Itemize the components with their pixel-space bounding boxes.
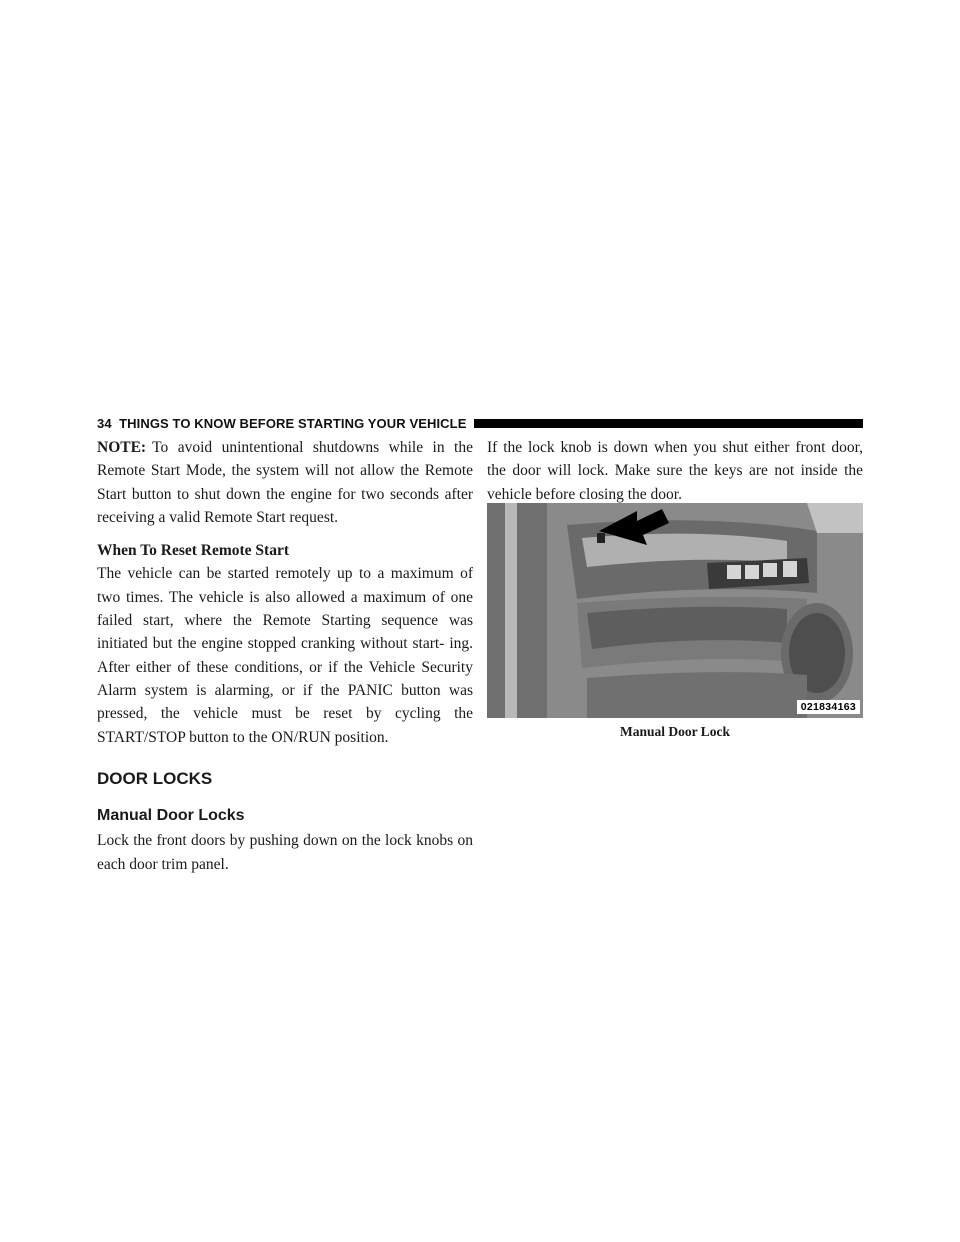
reset-paragraph: The vehicle can be started remotely up to a maximum of two times. The vehicle is also allowed a maximum of one failed start, where the Remote Starting sequence was initiated but the engine stopped cranking without start- ing. After either of these conditions, or if the Vehicle Security Alarm system is alarming, or if the PANIC button was pressed, the vehicle must be reset by cycling the START/STOP button to the ON/RUN position. [97, 565, 473, 746]
note-label: NOTE: [97, 439, 147, 456]
door-panel-illustration [487, 503, 863, 718]
header-title: THINGS TO KNOW BEFORE STARTING YOUR VEHICLE [119, 416, 467, 431]
figure-code: 021834163 [797, 700, 860, 714]
right-column [487, 436, 863, 506]
header-text [97, 416, 474, 431]
note-paragraph [97, 436, 473, 529]
subsection-heading: Manual Door Locks [97, 807, 245, 825]
reset-heading: When To Reset Remote Start [97, 542, 290, 560]
lock-knob [597, 533, 605, 543]
running-header [97, 418, 863, 429]
page-number: 34 [97, 416, 112, 431]
door-lock-figure [487, 503, 863, 718]
section-heading: DOOR LOCKS [97, 768, 213, 788]
subsection-paragraph: Lock the front doors by pushing down on the lock knobs on each door trim panel. [97, 832, 473, 873]
figure-caption: Manual Door Lock [619, 724, 730, 739]
lock-knob-paragraph: If the lock knob is down when you shut either front door, the door will lock. Make sure the keys are not inside the vehicle before closing the door. [487, 439, 863, 503]
left-column [97, 436, 473, 876]
note-text: To avoid unintentional shutdowns while in the Remote Start Mode, the system will not allow the Remote Start button to shut down the engine for two seconds after receiving a valid Remote Start request. [97, 439, 473, 526]
header-rule-bar [474, 419, 863, 428]
